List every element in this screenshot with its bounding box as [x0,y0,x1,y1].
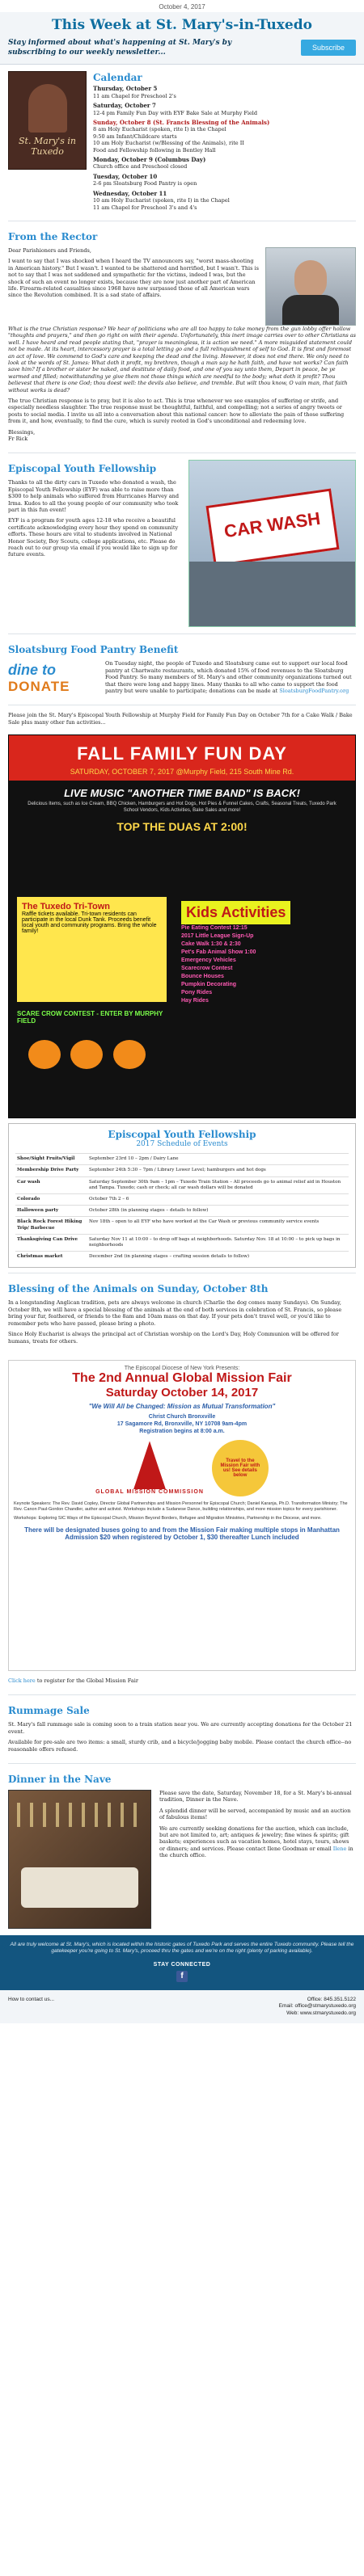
fun-day-date-text: SATURDAY, OCTOBER 7, 2017 [70,768,175,777]
rector-photo [265,247,356,326]
subscribe-row [8,38,356,57]
event-date: Saturday, October 7 [93,102,156,110]
stay-connected: STAY CONNECTED [153,1961,211,1968]
dinner-section [0,1764,364,1935]
church-logo-text: St. Mary's in Tuxedo [18,136,76,157]
dinner-paragraph-end: in the church office. [159,1845,353,1859]
animals-section [0,1273,364,1354]
animals-paragraph: Since Holy Eucharist is always the principal act of Christian worship on the Lord's Day, Holy Communion will be offered for humans, treats for others. [8,1331,339,1345]
schedule-title: Episcopal Youth Fellowship [108,1129,256,1141]
mission-fair-quote: "We Will All be Changed: Mission as Mutual Transformation" [88,1402,276,1410]
table-row [15,1217,349,1234]
dinner-email-link[interactable]: Ilene [332,1845,347,1852]
kids-item: Pony Rides [181,990,213,996]
animals-heading: Blessing of the Animals on Sunday, October 8th [8,1283,269,1295]
contact-details [279,1997,356,2018]
event-line: 10 am Holy Eucharist (spoken, rite I) in the Chapel [93,197,230,204]
rector-signoff: Blessings, Fr Rick [8,428,36,442]
fair-register-link[interactable]: Click here [8,1677,36,1684]
schedule-event: Membership Drive Party [15,1165,87,1176]
event-line: 11 am Chapel for Preschool 2's [93,92,176,99]
event-line: Church office and Preschool closed [93,163,188,170]
calendar-event [93,103,356,116]
rector-paragraph: Dear Parishioners and Friends, [8,246,91,254]
event-line: Food and Fellowship following in Bentley Hall [93,146,216,154]
pumpkin-icon [28,1040,61,1069]
dinner-paragraph: A splendid dinner will be served, accompanied by music and an auction of fabulous items! [159,1807,351,1821]
mission-fair-bus: There will be designated buses going to and from the Mission Fair making multiple stops in Manhattan [24,1526,340,1534]
dine-to-donate-logo [8,660,97,697]
schedule-detail: October 7th 2 – 6 [87,1194,349,1206]
dinner-photo [8,1790,151,1929]
rector-paragraph: I want to say that I was shocked when I heard the TV announcers say, "worst mass-shooting in American history." But I wasn't. I wanted to be shattered and horrified, but I wasn't. This is not to say that I was not saddened and sympathetic for the victims, indeed I was, but the shock of such an event no longer exists, because they are now just another part of American life. Firearm-related casualties since 1968 have now surpassed those of all American wars since the Revolution combined. It is a sad state of affairs. [8,258,259,299]
table-row [15,1165,349,1176]
youth-paragraph: Thanks to all the dirty cars in Tuxedo who donated a wash, the Episcopal Youth Fellowship (EYF) was able to raise more than $300 to help animals who suffered from Hurricanes Harvey and Irma. Kudos to all the young people of our community who took part in this fun event! [8,479,179,514]
event-date: Tuesday, October 10 [93,172,158,180]
pumpkin-icon [70,1040,103,1069]
dinner-heading: Dinner in the Nave [8,1773,112,1785]
table-row [15,1154,349,1165]
youth-paragraph: EYF is a program for youth ages 12-18 who receive a beautiful certificate acknowledging every hour they spend on community efforts. These hours are vital to students involved in National Honor Society, Boy Scouts, college applications, etc. Please do reach out to our group via email if you would like to sign up for future events. [8,517,179,558]
fun-day-band: LIVE MUSIC "ANOTHER TIME BAND" IS BACK! [64,787,300,800]
schedule-detail: Nov 18th – open to all EYF who have worked at the Car Wash or previous community service events [87,1217,349,1234]
schedule-detail: December 2nd (in planning stages – crafting session details to follow) [87,1252,349,1263]
fun-day-intro-text: Please join the St. Mary's Episcopal Youth Fellowship at Murphy Field for Family Fun Day on October 7th for a Cake Walk / Bake Sale plus many other fun activities... [8,712,353,726]
raffle-heading: The Tuxedo Tri-Town [22,902,110,912]
subscribe-text: Stay informed about what's happening at St. Mary's by subscribing to our weekly newsletter... [8,39,232,57]
travel-sticker: Travel to the Mission Fair with us! See details below [212,1440,269,1496]
kids-heading: Kids Activities [181,901,290,924]
table-row [15,1176,349,1193]
contact-web[interactable]: Web: www.stmarystuxedo.org [286,2010,356,2016]
schedule-event: Colorado [15,1194,87,1206]
mission-fair-title: The 2nd Annual Global Mission Fair [72,1370,292,1385]
event-date: Thursday, October 5 [93,85,158,93]
commission-label: GLOBAL MISSION COMMISSION [95,1489,204,1496]
event-line: 12-4 pm Family Fun Day with EYF Bake Sale at Murphy Field [93,109,258,116]
rummage-section [0,1695,364,1763]
schedule-subtitle: 2017 Schedule of Events [136,1140,228,1149]
event-line: 2-6 pm Sloatsburg Food Pantry is open [93,180,197,187]
fun-day-intro [0,705,364,731]
schedule-detail: Saturday September 30th 9am – 1pm – Tuxedo Train Station – All proceeds go to animal relief aid in Houston and Tampa. Tuxedo; cash or check; all car wash dollars will be donated [87,1176,349,1193]
mission-fair-eyebrow: The Episcopal Diocese of New York Presents: [124,1365,240,1371]
kids-activities [181,901,347,1005]
logo-line: DONATE [8,679,70,695]
contact-email[interactable]: Email: office@stmarystuxedo.org [278,2003,356,2010]
mission-fair-admission: Admission $20 when registered by October 1, $30 thereafter Lunch included [65,1533,299,1541]
kids-item: Cake Walk 1:30 & 2:30 [181,941,241,948]
schedule-detail: September 24th 5:30 – 7pm / Library Lower Level; hamburgers and hot dogs [87,1165,349,1176]
pumpkin-icon [113,1040,146,1069]
footer-welcome: All are truly welcome at St. Mary's, which is located within the historic gates of Tuxedo Park and serves the entire Tuxedo community. Please tell the gatekeeper you're going to St. Mary's, proceed thru the gates and we're on the right (plenty of parking available). [10,1941,354,1955]
mission-fair-workshops: Workshops: Exploring SIC Ways of the Episcopal Church, Mission Beyond Borders, Refugee and Migration Ministries, Partnership in the Diocese, and more. [14,1515,322,1521]
church-emblem-icon [28,84,67,133]
contact-heading: How to contact us... [8,1996,55,2002]
rector-heading: From the Rector [8,230,98,242]
kids-item: Bounce Houses [181,974,224,980]
logo-line: dine to [8,662,56,679]
kids-item: Hay Rides [181,998,209,1004]
fun-day-dunk: TOP THE DUAS AT 2:00! [116,820,248,834]
header [0,12,364,65]
rector-paragraph: What is the true Christian response? We hear of politicians who are all too happy to take money from the gun lobby offer hollow "thoughts and prayers," and then go right on with their agenda. Unfortunately, this inert image carries over to other Christians as well. I have heard and read people stating that, "prayer is meaningless, it is action we need." A more misguided statement could not be made. At its heart, intercessory prayer is a total letting go and a full relinquishment of self to God. It is first and foremost an act of love. We commend to God's care and keeping the dead and the living. However, it does not end there. We only need to look at the words of St. James: What doth it profit, my brethren, though a man say he hath faith, and have not works? Can faith save him? If a brother or sister be naked, and destitute of daily food, and one of you say unto them, Depart in peace, be ye warmed and filled; notwithstanding ye give them not those things which are needful to the body; what doth it profit? Thou believest that there is one God; thou doest well: the devils also believe, and tremble. But wilt thou know, O vain man, that faith without works is dead? [8,325,356,394]
fun-day-title: FALL FAMILY FUN DAY [9,735,355,766]
calendar-event [93,157,356,170]
kids-item: Scarecrow Contest [181,966,233,972]
calendar-list [93,71,356,214]
schedule-event: Shoe/Sight Fruits/Vigil [15,1154,87,1165]
schedule-table [15,1153,349,1262]
table-row [15,1194,349,1206]
event-line: 9:50 am Infant/Childcare starts [93,133,177,140]
food-pantry-section [0,634,364,705]
kids-item: Pumpkin Decorating [181,982,237,988]
rector-paragraph: The true Christian response is to pray, but it is also to act. This is true whenever we see examples of suffering or strife, and especially needless slaughter. The true response must be thoughtful, faithful, and compelling; not a series of angry tweets or posts to social media. I invite us all into a conversation about this national cancer: how to alleviate the pain of those suffering from it, and how, eventually, to find the cure, which is surely rooted in God's unconditional and redeeming love. [8,397,345,425]
fun-day-location: @Murphy Field, 215 South Mine Rd. [176,768,294,777]
scarecrow-contest: SCARE CROW CONTEST - ENTER BY MURPHY FIELD [17,1010,163,1025]
table-row [15,1206,349,1217]
raffle-text: Raffle tickets available. Tri-town residents can participate in the local Dunk Tank. Proceeds benefit local youth and community programs. Bring the whole family! [22,911,157,935]
schedule-event: Christmas market [15,1252,87,1263]
facebook-icon[interactable]: f [176,1971,188,1982]
schedule-detail: Saturday Nov 11 at 10:00 – to drop off bags at neighborhoods. Saturday Nov. 18 at 10:00 – to pick up bags in neighborhoods [87,1234,349,1251]
food-pantry-link[interactable]: SloatsburgFoodPantry.org [279,688,349,695]
schedule-event: Car wash [15,1176,87,1193]
kids-item: Pet's Fab Animal Show 1:00 [181,949,256,956]
calendar-section [0,65,364,221]
page-title: This Week at St. Mary's-in-Tuxedo [52,17,312,33]
fun-day-raffle-box [17,897,167,1002]
car-wash-sign: CAR WASH [205,489,339,567]
car-wash-photo [188,460,356,627]
table-row [15,1234,349,1251]
event-line: 8 am Holy Eucharist (spoken, rite I) in the Chapel [93,126,226,133]
youth-section [0,453,364,633]
table-row [15,1252,349,1263]
mission-fair-date: Saturday October 14, 2017 [105,1385,259,1400]
fun-day-flyer [8,734,356,1118]
calendar-event [93,120,356,154]
kids-item: Pie Eating Contest 12:15 [181,925,248,932]
footer [0,1935,364,1990]
schedule-detail: October 28th (in planning stages – details to follow) [87,1206,349,1217]
mission-fair-church: Christ Church Bronxville [148,1413,216,1420]
calendar-heading: Calendar [93,72,142,83]
subscribe-button[interactable]: Subscribe [301,40,356,56]
church-logo [8,71,87,170]
event-date: Monday, October 9 (Columbus Day) [93,156,206,164]
cross-globe-icon [133,1441,166,1489]
event-line: 11 am Chapel for Preschool 3's and 4's [93,204,197,211]
mission-fair-registration: Registration begins at 8:00 a.m. [139,1428,225,1434]
calendar-event [93,191,356,211]
fun-day-date [9,766,355,781]
calendar-event [93,174,356,187]
mission-fair-flyer [8,1360,356,1671]
dinner-paragraph: We are currently seeking donations for the auction, which can include, but are not limited to, art; antiques & jewelry; fine wines & spirits; gift baskets; experiences such as vacation homes, hotel stays, tours, shows or dinners; and services. Please contact Ilene Goodman or email [159,1825,349,1852]
kids-item: Emergency Vehicles [181,958,236,964]
rector-section [0,221,364,453]
rummage-paragraph: St. Mary's fall rummage sale is coming soon to a train station near you. We are currently accepting donations for the October 21 event. [8,1721,353,1735]
event-date: Wednesday, October 11 [93,189,167,197]
fair-register [0,1676,364,1694]
event-line: 10 am Holy Eucharist (w/Blessing of the Animals), rite II [93,140,244,147]
pumpkin-icons [25,1037,163,1101]
schedule-detail: September 23rd 10 – 2pm / Dairy Lane [87,1154,349,1165]
mission-fair-address: 17 Sagamore Rd, Bronxville, NY 10708 9am-4pm [116,1421,248,1427]
food-pantry-text: On Tuesday night, the people of Tuxedo and Sloatsburg came out to support our local food pantry at Chartwaite restaurants, which donated 15% of food revenues to the Sloatsburg Food Pantry. So many members of St. Mary's and other community organizations turned out that there were long and happy lines. Many thanks to all who came to support the food pantry but were unable to participate; donations can be made at [105,660,352,695]
schedule-event: Halloween party [15,1206,87,1217]
rummage-paragraph: Available for pre-sale are two items: a small, sturdy crib, and a bicycle/jogging baby mobile. Please contact the church office--no reasonable offers refused. [8,1739,352,1753]
dinner-paragraph: Please save the date, Saturday, November 18, for a St. Mary's bi-annual tradition, Dinner in the Nave. [159,1789,352,1804]
fair-register-text: to register for the Global Mission Fair [35,1677,138,1684]
youth-heading: Episcopal Youth Fellowship [8,463,157,475]
calendar-event [93,86,356,99]
fun-day-details: Delicious Items, such as Ice Cream, BBQ Chicken, Hamburgers and Hot Dogs, Hot Pies & Funnel Cakes, Crafts, Seasonal Treats, Tuxedo Park School Vendors, Kids Activities, Bake Sales and more! [28,802,336,814]
contact-office: Office: 845.351.5122 [307,1996,356,2002]
mission-fair-keynote: Keynote Speakers: The Rev. David Copley, Director Global Partnerships and Mission Personnel for Episcopal Church; Daniel Karanja, Ph.D. Transformation Ministry; The Rev. Canon Paul-Gordon Chandler, author and activist. Workshops include a Sudanese Dance, building relationships, and more mission topics for every parishioner. [14,1501,348,1512]
animals-paragraph: In a longstanding Anglican tradition, pets are always welcome in church (Charlie the dog comes many Sundays). On Sunday, October 8th, we will have a special blessing of the animals at the end of both services in celebration of St. Francis, so please bring your fur, feathered, or friends to the 8am and 10am mass on that day. If your pets don't travel well, or you'd like to remember pets who have passed, please bring a photo. [8,1299,342,1327]
schedule-event: Black Rock Forest Hiking Trip/ Barbecue [15,1217,87,1234]
contact-bar [0,1990,364,2024]
food-pantry-heading: Sloatsburg Food Pantry Benefit [8,644,179,656]
kids-item: 2017 Little League Sign-Up [181,933,254,940]
eyf-schedule [8,1123,356,1268]
mission-fair-graphics [14,1440,350,1496]
rummage-heading: Rummage Sale [8,1705,90,1717]
schedule-event: Thanksgiving Can Drive [15,1234,87,1251]
event-date: Sunday, October 8 (St. Francis Blessing of the Animals) [93,119,270,127]
issue-date: October 4, 2017 [0,0,364,12]
